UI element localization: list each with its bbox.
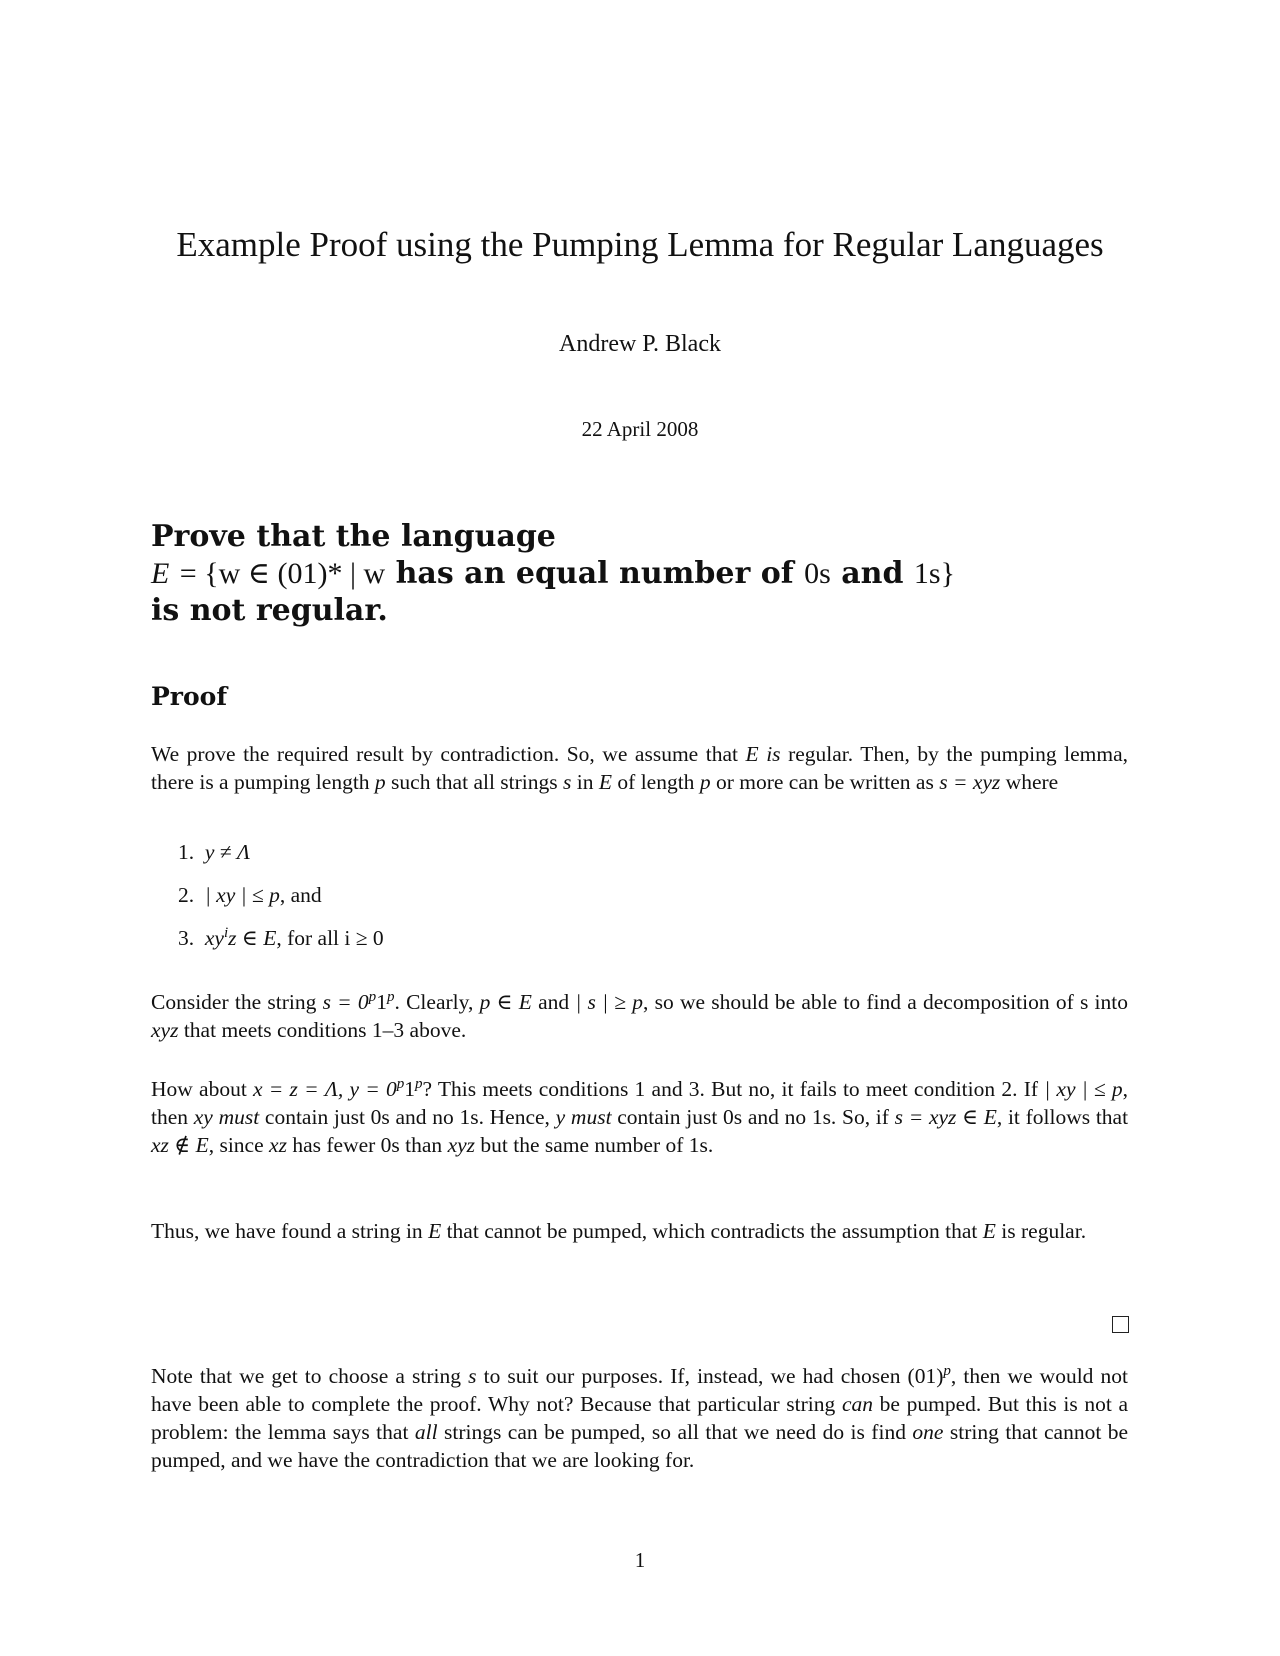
statement-line-3: is not regular. [151, 593, 388, 628]
proof-paragraph-2: Consider the string $s = 0^p1^p$. Clearly, p ∈ E and | s | ≥ p, so we should be able to find a decomposition of s into xyz that meets conditions 1–3 above. [151, 988, 1129, 1042]
proof-paragraph-4: Thus, we have found a string in E that cannot be pumped, which contradicts the assumption that E is regular. [151, 1219, 1087, 1243]
date: 22 April 2008 [581, 417, 699, 441]
paper-title: Example Proof using the Pumping Lemma for Regular Languages [176, 225, 1104, 264]
author: Andrew P. Black [559, 331, 721, 357]
proof-paragraph-1: We prove the required result by contradiction. So, we assume that E is regular. Then, by the pumping lemma, there is a pumping length p such that all strings s in E of length p or more can be written as s = xyz where [151, 742, 1129, 794]
proof-heading: Proof [151, 682, 228, 711]
page-number: 1 [634, 1548, 646, 1572]
note-paragraph: Note that we get to choose a string s to suit our purposes. If, instead, we had chosen $(01)^p$, then we would not have been able to complete the proof. Why not? Because that particular string can be pumped. But this is not a problem: the lemma says that all strings can be pumped, so all that we need do is find one string that cannot be pumped, and we have the contradiction that we are looking for. [151, 1362, 1129, 1472]
theorem-statement [151, 518, 1151, 629]
condition-item: 2. | xy | ≤ p, and [178, 883, 322, 907]
statement-line-1: Prove that the language [151, 519, 556, 554]
statement-line-2: E = {w ∈ (01)* | w has an equal number of 0s and 1s} [151, 556, 955, 591]
proof-paragraph-3: How about x = z = Λ, $y = 0^p1^p$? This meets conditions 1 and 3. But no, it fails to meet condition 2. If | xy | ≤ p, then xy must contain just 0s and no 1s. Hence, y must contain just 0s and no 1s. So, if s = xyz ∈ E, it follows that xz ∉ E, since xz has fewer 0s than xyz but the same number of 1s. [151, 1075, 1129, 1157]
qed-square-icon [1112, 1316, 1129, 1333]
condition-item: 3. $xy^iz$ ∈ E, for all i ≥ 0 [178, 924, 384, 950]
pumping-conditions-list [178, 840, 384, 969]
condition-item: 1. y ≠ Λ [178, 840, 250, 864]
